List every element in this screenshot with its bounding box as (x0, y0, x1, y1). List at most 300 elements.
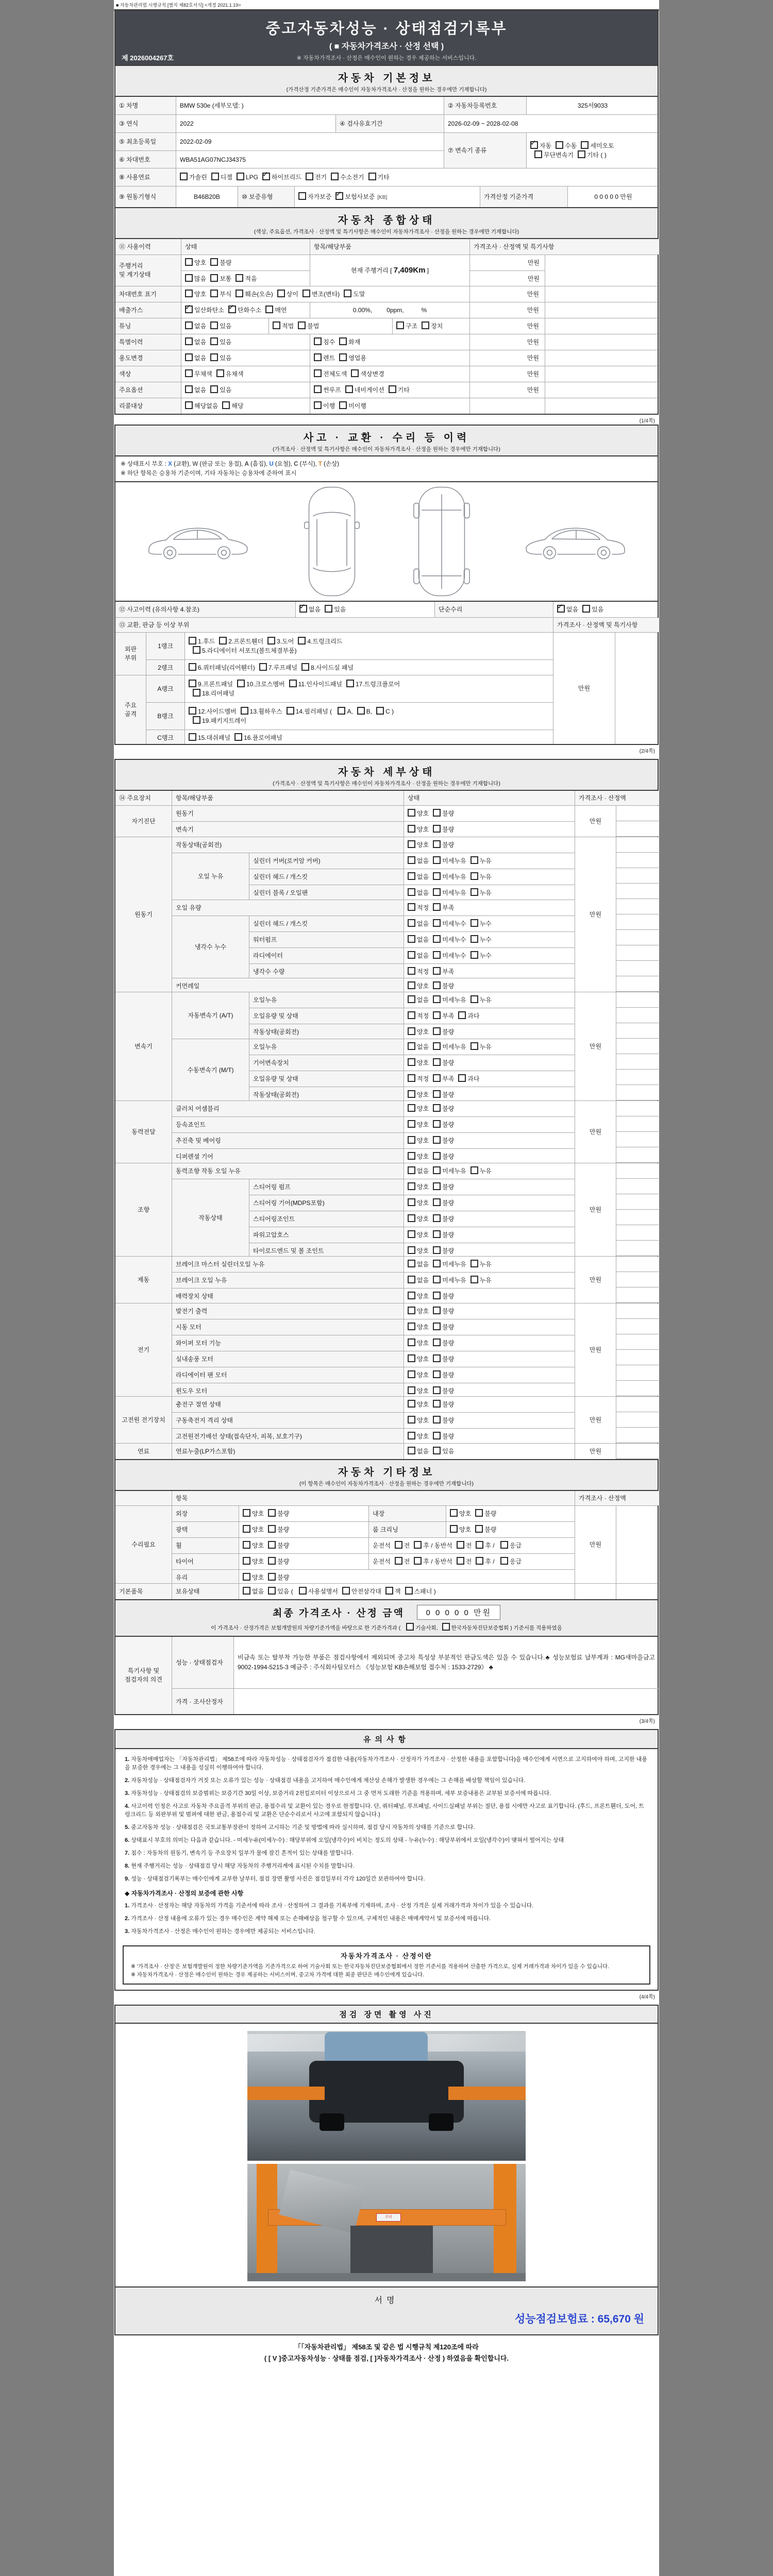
checkbox[interactable] (243, 1509, 250, 1517)
checkbox[interactable] (433, 1416, 441, 1423)
checkbox[interactable] (185, 290, 193, 297)
label-cell (172, 1554, 239, 1569)
checkbox[interactable] (243, 1541, 250, 1549)
checkbox[interactable] (243, 1525, 250, 1533)
label-cell (172, 853, 249, 900)
checkbox[interactable] (433, 1042, 441, 1050)
checkbox[interactable] (433, 1090, 441, 1098)
cell-content (253, 1043, 400, 1052)
checkbox[interactable] (216, 369, 224, 377)
checkbox[interactable] (433, 1432, 441, 1439)
text-label: 오일 유량 (176, 904, 201, 911)
checkbox[interactable] (433, 967, 441, 975)
option-label: 없음 (309, 606, 321, 613)
option-label: 불량 (442, 1105, 455, 1112)
checkbox[interactable] (211, 173, 219, 180)
checkbox[interactable] (299, 1587, 307, 1595)
option-label: 미세누유 (442, 1261, 466, 1268)
checkbox[interactable] (470, 1276, 478, 1283)
checkbox[interactable] (500, 1557, 508, 1565)
checkbox[interactable] (268, 1573, 276, 1581)
checkbox[interactable] (458, 1074, 466, 1082)
cell-content (119, 794, 168, 803)
checkbox[interactable] (298, 192, 306, 200)
checkbox[interactable] (243, 1557, 250, 1565)
checkbox[interactable] (408, 1416, 415, 1423)
checkbox[interactable] (433, 1104, 441, 1112)
checkbox[interactable] (395, 1557, 402, 1565)
checkbox[interactable] (180, 173, 188, 180)
checkbox[interactable] (470, 1042, 478, 1050)
checkbox[interactable] (433, 1260, 441, 1267)
checkbox[interactable] (389, 385, 396, 393)
checkbox[interactable] (470, 872, 478, 880)
checkbox[interactable] (422, 321, 429, 329)
photo-car-underside-on-lift[interactable] (247, 2031, 526, 2161)
checkbox[interactable] (408, 1152, 415, 1160)
checkbox[interactable] (351, 369, 359, 377)
checkbox[interactable] (433, 1198, 441, 1206)
checkbox[interactable] (268, 1525, 276, 1533)
checkbox[interactable] (368, 173, 376, 180)
checkbox[interactable] (470, 951, 478, 959)
value-cell (575, 1163, 616, 1256)
checkbox[interactable] (314, 353, 322, 361)
checkbox[interactable] (433, 825, 441, 833)
cell-content (150, 712, 181, 721)
checkbox[interactable] (457, 1557, 464, 1565)
checkbox[interactable] (277, 290, 285, 297)
checkbox[interactable] (299, 605, 307, 613)
label-cell (336, 115, 444, 132)
text-label: 2022-02-09 (180, 138, 212, 145)
checkbox[interactable] (582, 605, 590, 613)
option-label: 양호 (417, 1433, 429, 1440)
checkbox[interactable] (433, 1152, 441, 1160)
checkbox[interactable] (185, 385, 193, 393)
checkbox[interactable] (408, 1182, 415, 1190)
checkbox[interactable] (433, 1307, 441, 1314)
value-cell (616, 1444, 659, 1459)
checkbox[interactable] (408, 856, 415, 864)
checkbox[interactable] (210, 337, 218, 345)
checkbox[interactable] (470, 995, 478, 1003)
checkbox[interactable] (408, 951, 415, 959)
checkbox[interactable] (331, 173, 339, 180)
checkbox[interactable] (396, 321, 404, 329)
checkbox[interactable] (219, 637, 227, 645)
checkbox[interactable] (433, 981, 441, 989)
checkbox[interactable] (376, 707, 384, 715)
checkbox[interactable] (433, 1400, 441, 1408)
checkbox[interactable] (408, 935, 415, 943)
photo-orange-lift-ramp[interactable] (247, 2164, 526, 2281)
checkbox[interactable] (408, 919, 415, 927)
checkbox[interactable] (414, 1557, 422, 1565)
cell-content (150, 734, 181, 742)
checkbox[interactable] (185, 274, 193, 282)
text-label: ② 자동차등록번호 (448, 101, 497, 109)
checkbox[interactable] (189, 663, 196, 671)
checkbox[interactable] (185, 353, 193, 361)
checkbox[interactable] (345, 385, 353, 393)
checkbox[interactable] (234, 733, 242, 741)
checkbox[interactable] (189, 637, 196, 645)
checkbox[interactable] (433, 1166, 441, 1174)
checkbox[interactable] (408, 1058, 415, 1066)
checkbox[interactable] (433, 1074, 441, 1082)
checkbox[interactable] (450, 1509, 458, 1517)
car-diagram-top[interactable] (302, 484, 362, 599)
option-label: 누수 (479, 920, 492, 927)
checkbox[interactable] (193, 646, 200, 654)
checkbox[interactable] (414, 1541, 422, 1549)
checkbox[interactable] (475, 1525, 483, 1533)
checkbox[interactable] (433, 951, 441, 959)
checkbox[interactable] (408, 1166, 415, 1174)
checkbox[interactable] (406, 1623, 414, 1631)
checkbox[interactable] (268, 1557, 276, 1565)
checkbox[interactable] (433, 1370, 441, 1378)
section-overall-header (114, 207, 659, 239)
cell-content (253, 936, 400, 944)
checkbox[interactable] (433, 888, 441, 896)
checkbox[interactable] (236, 274, 243, 282)
checkbox[interactable] (534, 150, 542, 158)
option-label: 없음 (417, 996, 429, 1004)
checkbox[interactable] (346, 680, 354, 687)
text-label: / (491, 1542, 496, 1549)
checkbox[interactable] (243, 1587, 250, 1595)
checkbox[interactable] (243, 1573, 250, 1581)
checkbox[interactable] (210, 290, 218, 297)
option-label: 양호 (417, 1340, 429, 1347)
car-diagram-side-left[interactable] (145, 516, 252, 567)
checkbox[interactable] (344, 290, 351, 297)
checkbox[interactable] (287, 707, 294, 715)
checkbox[interactable] (189, 707, 196, 715)
option-label: 미세누유 (442, 857, 466, 865)
checkbox[interactable] (500, 1541, 508, 1549)
checkbox[interactable] (298, 637, 306, 645)
checkbox[interactable] (405, 1587, 413, 1595)
checkbox[interactable] (433, 856, 441, 864)
checkbox[interactable] (268, 1541, 276, 1549)
checkbox[interactable] (408, 825, 415, 833)
checkbox[interactable] (325, 605, 332, 613)
checkbox[interactable] (267, 637, 275, 645)
checkbox[interactable] (433, 1120, 441, 1128)
checkbox[interactable] (185, 306, 193, 313)
checkbox[interactable] (193, 689, 200, 697)
checkbox[interactable] (433, 872, 441, 880)
checkbox[interactable] (185, 369, 193, 377)
text-label: 라디에이터 (253, 952, 283, 959)
option-label: 썬루프 (323, 386, 341, 394)
cell-content (119, 1128, 168, 1137)
checkbox[interactable] (476, 1557, 483, 1565)
checkbox[interactable] (408, 1260, 415, 1267)
checkbox[interactable] (433, 1386, 441, 1394)
option-label: 양호 (417, 1215, 429, 1223)
text-label: ③ 연식 (119, 120, 139, 127)
checkbox[interactable] (581, 141, 589, 149)
checkbox[interactable] (470, 935, 478, 943)
checkbox[interactable] (433, 1230, 441, 1238)
label-cell (172, 1367, 404, 1383)
photo-section-title: 점검 장면 촬영 사진 (114, 2005, 659, 2024)
checkbox[interactable] (408, 872, 415, 880)
checkbox[interactable] (476, 1541, 483, 1549)
option-label: 불량 (442, 1355, 455, 1363)
value-cell (470, 350, 545, 366)
table-row (172, 1522, 575, 1538)
checkbox[interactable] (433, 1338, 441, 1346)
checkbox[interactable] (210, 353, 218, 361)
car-diagram-bottom[interactable] (412, 484, 472, 599)
checkbox[interactable] (433, 995, 441, 1003)
checkbox[interactable] (408, 1230, 415, 1238)
cell-content (579, 1416, 612, 1425)
checkbox[interactable] (339, 353, 347, 361)
checkbox[interactable] (433, 919, 441, 927)
checkbox[interactable] (408, 1386, 415, 1394)
checkbox[interactable] (433, 1214, 441, 1222)
checkbox[interactable] (357, 707, 365, 715)
checkbox[interactable] (450, 1525, 458, 1533)
checkbox[interactable] (236, 290, 243, 297)
checkbox[interactable] (578, 150, 585, 158)
checkbox[interactable] (185, 258, 193, 266)
checkbox[interactable] (237, 173, 244, 180)
checkbox[interactable] (433, 935, 441, 943)
checkbox[interactable] (314, 337, 322, 345)
checkbox[interactable] (301, 663, 309, 671)
checkbox[interactable] (408, 1214, 415, 1222)
checkbox[interactable] (222, 401, 230, 409)
cell-content (150, 642, 181, 651)
cell-content (176, 1526, 235, 1534)
option-label: A, (347, 708, 353, 715)
checkbox[interactable] (408, 1338, 415, 1346)
notes-subsection-title: ◆ 자동차가격조사 · 산정의 보증에 관한 사항 (125, 1890, 244, 1897)
checkbox[interactable] (408, 1120, 415, 1128)
checkbox[interactable] (185, 337, 193, 345)
checkbox[interactable] (457, 1541, 464, 1549)
checkbox[interactable] (408, 1246, 415, 1254)
form-reference-note: ■ 자동차관리법 시행규칙 [별지 제82호서식] <개정 2021.1.19> (114, 0, 659, 11)
table-row (249, 1071, 575, 1087)
cell-content (180, 120, 332, 128)
checkbox[interactable] (408, 1400, 415, 1408)
checkbox[interactable] (339, 337, 347, 345)
note-number: 7. (125, 1850, 130, 1856)
checkbox[interactable] (433, 1011, 441, 1019)
checkbox[interactable] (237, 680, 245, 687)
checkbox[interactable] (408, 995, 415, 1003)
cell-content (119, 386, 177, 395)
checkbox[interactable] (268, 1587, 276, 1595)
value-cell (404, 1163, 575, 1179)
checkbox[interactable] (185, 401, 193, 409)
cell-content (119, 306, 177, 315)
checkbox[interactable] (408, 888, 415, 896)
checkbox[interactable] (210, 274, 218, 282)
checkbox[interactable] (189, 680, 196, 687)
checkbox[interactable] (408, 1027, 415, 1035)
checkbox[interactable] (210, 258, 218, 266)
option-label: 있음 (220, 386, 232, 394)
checkbox[interactable] (306, 173, 313, 180)
option-label: LPG (245, 174, 258, 181)
cell-content (557, 605, 655, 614)
checkbox[interactable] (442, 1623, 450, 1631)
checkbox[interactable] (458, 1011, 466, 1019)
checkbox[interactable] (433, 840, 441, 848)
option-label: 없음 (417, 1277, 429, 1284)
checkbox[interactable] (408, 903, 415, 911)
checkbox[interactable] (433, 1058, 441, 1066)
checkbox[interactable] (210, 385, 218, 393)
text-label: 가격조사 · 산정액 (579, 794, 626, 802)
text-label: 만원 (527, 386, 539, 394)
checkbox[interactable] (185, 321, 193, 329)
checkbox[interactable] (433, 1182, 441, 1190)
table-row (249, 853, 575, 869)
checkbox[interactable] (433, 1354, 441, 1362)
option-label: 누수 (479, 936, 492, 943)
checkbox[interactable] (408, 1042, 415, 1050)
checkbox[interactable] (339, 401, 347, 409)
checkbox[interactable] (475, 1509, 483, 1517)
checkbox[interactable] (228, 306, 236, 313)
checkbox[interactable] (470, 1166, 478, 1174)
checkbox[interactable] (268, 1509, 276, 1517)
checkbox[interactable] (470, 856, 478, 864)
label-cell (115, 1584, 172, 1599)
checkbox[interactable] (556, 141, 563, 149)
overall-state-table (114, 238, 659, 415)
checkbox[interactable] (433, 1276, 441, 1283)
checkbox[interactable] (557, 605, 565, 613)
checkbox[interactable] (385, 1587, 393, 1595)
cell-content (557, 621, 655, 630)
checkbox[interactable] (433, 1136, 441, 1144)
checkbox[interactable] (408, 1307, 415, 1314)
checkbox[interactable] (408, 1323, 415, 1330)
table-row (249, 1179, 575, 1195)
checkbox[interactable] (335, 192, 343, 200)
checkbox[interactable] (395, 1541, 402, 1549)
cell-content (180, 138, 441, 146)
checkbox[interactable] (408, 1011, 415, 1019)
checkbox[interactable] (408, 1074, 415, 1082)
table-row (115, 398, 658, 414)
checkbox[interactable] (408, 1136, 415, 1144)
checkbox[interactable] (210, 321, 218, 329)
checkbox[interactable] (408, 1370, 415, 1378)
checkbox[interactable] (303, 290, 310, 297)
checkbox[interactable] (408, 1104, 415, 1112)
option-label: 적음 (245, 275, 257, 282)
checkbox[interactable] (259, 663, 267, 671)
checkbox[interactable] (470, 1260, 478, 1267)
section-overall-subtitle: (색상, 주요옵션, 가격조사 · 산정액 및 특기사항은 매수인이 자동차가격조사 · 산정을 원하는 경우에만 기재합니다) (254, 229, 519, 235)
option-label: 불량 (442, 1199, 455, 1207)
note-text: 가격조사 · 산정자는 해당 자동차의 가격을 기준서에 따라 조사 · 산정하여 그 결과를 기록부에 기재하며, 조사 · 산정 가격은 실제 거래가격과 차이가 있을 수 있습니다. (131, 1903, 534, 1909)
text-label: (흠집), (248, 461, 270, 467)
checkbox[interactable] (338, 707, 345, 715)
cell-content (579, 1346, 612, 1354)
checkbox[interactable] (408, 1276, 415, 1283)
car-diagram-side-right[interactable] (522, 516, 629, 567)
checkbox[interactable] (433, 1292, 441, 1299)
table-row (115, 1584, 658, 1599)
checkbox[interactable] (408, 1198, 415, 1206)
text-label: 실린더 블록 / 오일팬 (253, 889, 308, 896)
checkbox[interactable] (314, 385, 322, 393)
checkbox[interactable] (433, 1027, 441, 1035)
table-row (146, 633, 553, 660)
text-label: ) 기준서를 적용하였음 (509, 1625, 562, 1631)
checkbox[interactable] (408, 809, 415, 817)
photo1-floor (247, 2132, 526, 2161)
checkbox[interactable] (298, 321, 306, 329)
checkbox[interactable] (408, 1292, 415, 1299)
checkbox[interactable] (408, 1432, 415, 1439)
checkbox[interactable] (433, 809, 441, 817)
checkbox[interactable] (530, 141, 538, 149)
label-cell (172, 1689, 234, 1714)
cell-content (243, 1557, 365, 1566)
checkbox[interactable] (433, 1447, 441, 1454)
checkbox[interactable] (289, 680, 297, 687)
text-label: B랭크 (157, 712, 174, 720)
checkbox[interactable] (408, 967, 415, 975)
option-label: 불량 (484, 1510, 497, 1517)
checkbox[interactable] (314, 369, 322, 377)
checkbox[interactable] (433, 1323, 441, 1330)
checkbox[interactable] (470, 888, 478, 896)
option-label: 있음 (442, 1448, 455, 1455)
checkbox[interactable] (433, 1246, 441, 1254)
checkbox[interactable] (262, 173, 270, 180)
checkbox[interactable] (265, 306, 273, 313)
checkbox[interactable] (273, 321, 280, 329)
note-number: 3. (125, 1928, 130, 1935)
checkbox[interactable] (408, 1090, 415, 1098)
checkbox[interactable] (408, 981, 415, 989)
checkbox[interactable] (408, 1447, 415, 1454)
checkbox[interactable] (241, 707, 248, 715)
text-label: ⑭ 주요장치 (119, 794, 151, 802)
text-label: 튜닝 (119, 322, 131, 330)
checkbox[interactable] (433, 903, 441, 911)
cell-content (119, 701, 142, 719)
label-cell (172, 1444, 404, 1459)
value-cell (575, 837, 616, 992)
checkbox[interactable] (314, 401, 322, 409)
checkbox[interactable] (470, 919, 478, 927)
checkbox[interactable] (193, 716, 200, 724)
text-label: 라디에이터 팬 모터 (176, 1371, 227, 1379)
cell-content (408, 1152, 572, 1161)
option-label: 불량 (442, 1231, 455, 1239)
checkbox[interactable] (408, 840, 415, 848)
checkbox[interactable] (189, 733, 196, 741)
checkbox[interactable] (342, 1587, 350, 1595)
checkbox[interactable] (408, 1354, 415, 1362)
